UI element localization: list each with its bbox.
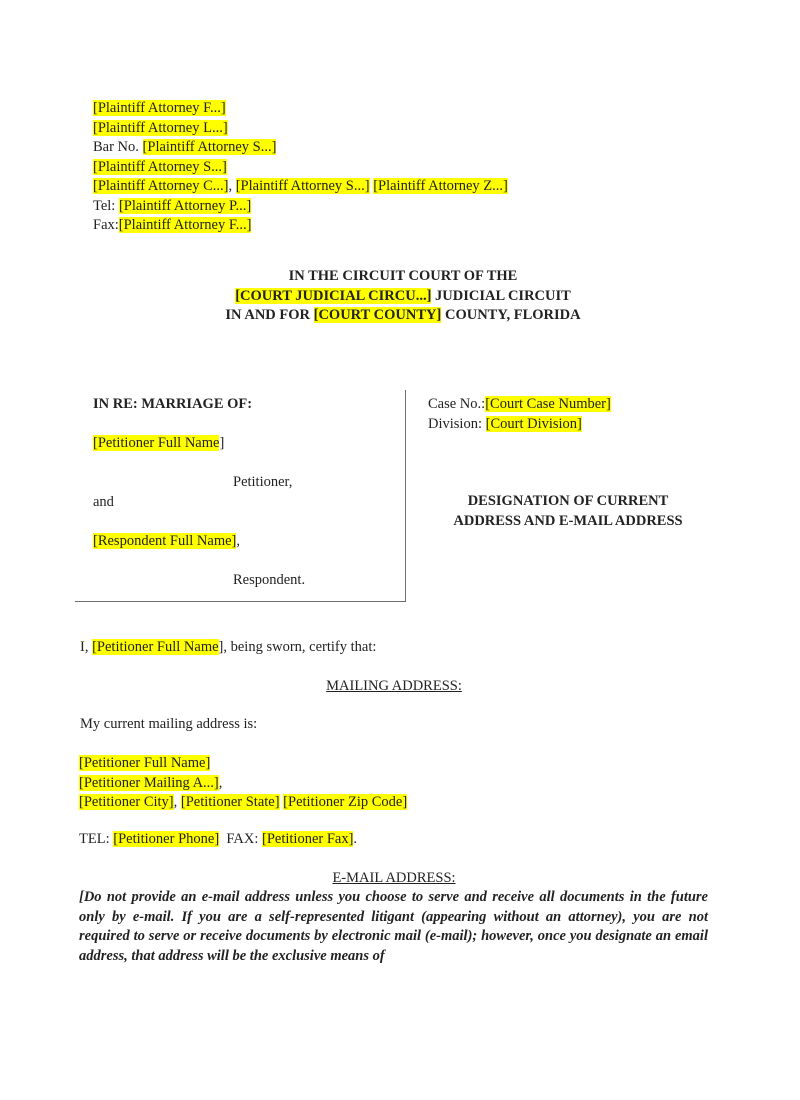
document-title-line2: ADDRESS AND E-MAIL ADDRESS	[453, 512, 683, 529]
text-line	[83, 287, 723, 307]
text-segment: ,	[218, 774, 223, 791]
petitioner-name-line	[93, 434, 405, 454]
text-segment: JUDICIAL CIRCUIT	[431, 287, 571, 304]
caption-parties-block	[75, 390, 406, 602]
text-line	[93, 138, 508, 158]
respondent-label: Respondent.	[233, 571, 306, 588]
division-line	[428, 415, 708, 435]
text-segment: ]	[219, 435, 225, 451]
text-line	[83, 267, 723, 287]
text-segment: .	[353, 831, 358, 847]
respondent-full-name-field[interactable]: [Respondent Full Name]	[93, 532, 237, 549]
text-segment: Bar No.	[93, 139, 143, 155]
petitioner-full-name-field[interactable]: [Petitioner Full Name	[93, 435, 220, 451]
text-line	[93, 99, 508, 119]
petitioner-label: Petitioner,	[233, 474, 293, 490]
text-line	[93, 119, 508, 139]
text-line	[83, 306, 723, 326]
text-line	[93, 197, 508, 217]
text-segment: Fax:	[93, 217, 119, 233]
plaintiff-attorney-phone-field[interactable]: [Plaintiff Attorney P...]	[118, 197, 252, 214]
petitioner-state-field[interactable]: [Petitioner State]	[180, 794, 280, 810]
text-segment: IN AND FOR	[225, 307, 314, 323]
text-line	[79, 793, 407, 813]
plaintiff-attorney-bar-number-field[interactable]: [Plaintiff Attorney S...]	[142, 139, 277, 155]
sworn-statement-line	[80, 638, 376, 658]
document-title-line1: DESIGNATION OF CURRENT	[467, 493, 669, 509]
email-address-heading: E-MAIL ADDRESS:	[332, 870, 456, 886]
text-segment: Division:	[428, 415, 486, 432]
respondent-name-line	[93, 532, 405, 552]
petitioner-mailing-address-field[interactable]: [Petitioner Mailing A...]	[79, 774, 219, 791]
and-label: and	[93, 493, 114, 510]
plaintiff-attorney-zip-field[interactable]: [Plaintiff Attorney Z...]	[373, 178, 508, 194]
court-division-field[interactable]: [Court Division]	[485, 415, 582, 432]
caption-case-info-block	[406, 390, 708, 602]
document-title	[428, 492, 708, 531]
text-segment: IN THE CIRCUIT COURT OF THE	[288, 268, 518, 284]
text-segment: ,	[228, 178, 236, 194]
court-case-number-field[interactable]: [Court Case Number]	[485, 396, 611, 412]
text-line	[93, 216, 508, 236]
text-segment: ,	[236, 532, 240, 549]
plaintiff-attorney-first-name-field[interactable]: [Plaintiff Attorney F...]	[93, 100, 226, 116]
text-segment: TEL:	[79, 831, 114, 847]
text-line	[93, 158, 508, 178]
court-heading	[83, 267, 723, 326]
plaintiff-attorney-state-field[interactable]: [Plaintiff Attorney S...]	[235, 178, 370, 194]
case-caption	[75, 390, 708, 602]
court-county-field[interactable]: [COURT COUNTY]	[313, 307, 442, 323]
mailing-address-heading: MAILING ADDRESS:	[326, 678, 462, 694]
in-re-line	[93, 395, 405, 415]
petitioner-phone-field[interactable]: [Petitioner Phone]	[113, 831, 220, 847]
petitioner-fax-field[interactable]: [Petitioner Fax]	[262, 831, 354, 847]
plaintiff-attorney-last-name-field[interactable]: [Plaintiff Attorney L...]	[93, 119, 228, 136]
petitioner-zip-code-field[interactable]: [Petitioner Zip Code]	[283, 794, 408, 810]
plaintiff-attorney-fax-field[interactable]: [Plaintiff Attorney F...]	[118, 217, 252, 233]
text-segment: COUNTY, FLORIDA	[441, 307, 581, 323]
text-segment: Case No.:	[428, 396, 486, 412]
text-line	[79, 754, 407, 774]
text-segment: IN RE: MARRIAGE OF:	[93, 396, 253, 412]
text-line	[79, 774, 407, 794]
petitioner-address-block	[79, 754, 407, 813]
plaintiff-attorney-city-field[interactable]: [Plaintiff Attorney C...]	[93, 178, 229, 194]
text-segment: I,	[80, 639, 93, 655]
court-judicial-circuit-field[interactable]: [COURT JUDICIAL CIRCU...]	[235, 287, 432, 304]
petitioner-full-name-field[interactable]: [Petitioner Full Name	[92, 639, 219, 655]
plaintiff-attorney-street-field[interactable]: [Plaintiff Attorney S...]	[93, 158, 227, 175]
attorney-info-block	[93, 99, 508, 236]
petitioner-city-field[interactable]: [Petitioner City]	[79, 794, 174, 810]
text-line	[93, 177, 508, 197]
current-address-line: My current mailing address is:	[80, 716, 258, 732]
text-segment: ,	[173, 794, 181, 810]
petitioner-full-name-field[interactable]: [Petitioner Full Name]	[79, 755, 211, 771]
text-segment: Tel:	[93, 197, 119, 214]
email-notice-paragraph: [Do not provide an e-mail address unless you choose to serve and receive all documents in the future only by e-mail. If you are a self-represented litigant (appearing without an attorney), you are not required to serve or receive documents by electronic mail (e-mail); however, once you designate an email address, that address will be the exclusive means of	[79, 889, 708, 964]
text-segment: FAX:	[219, 831, 262, 847]
tel-fax-line	[79, 830, 357, 850]
case-number-line	[428, 395, 708, 415]
text-segment: ], being sworn, certify that:	[218, 639, 377, 655]
